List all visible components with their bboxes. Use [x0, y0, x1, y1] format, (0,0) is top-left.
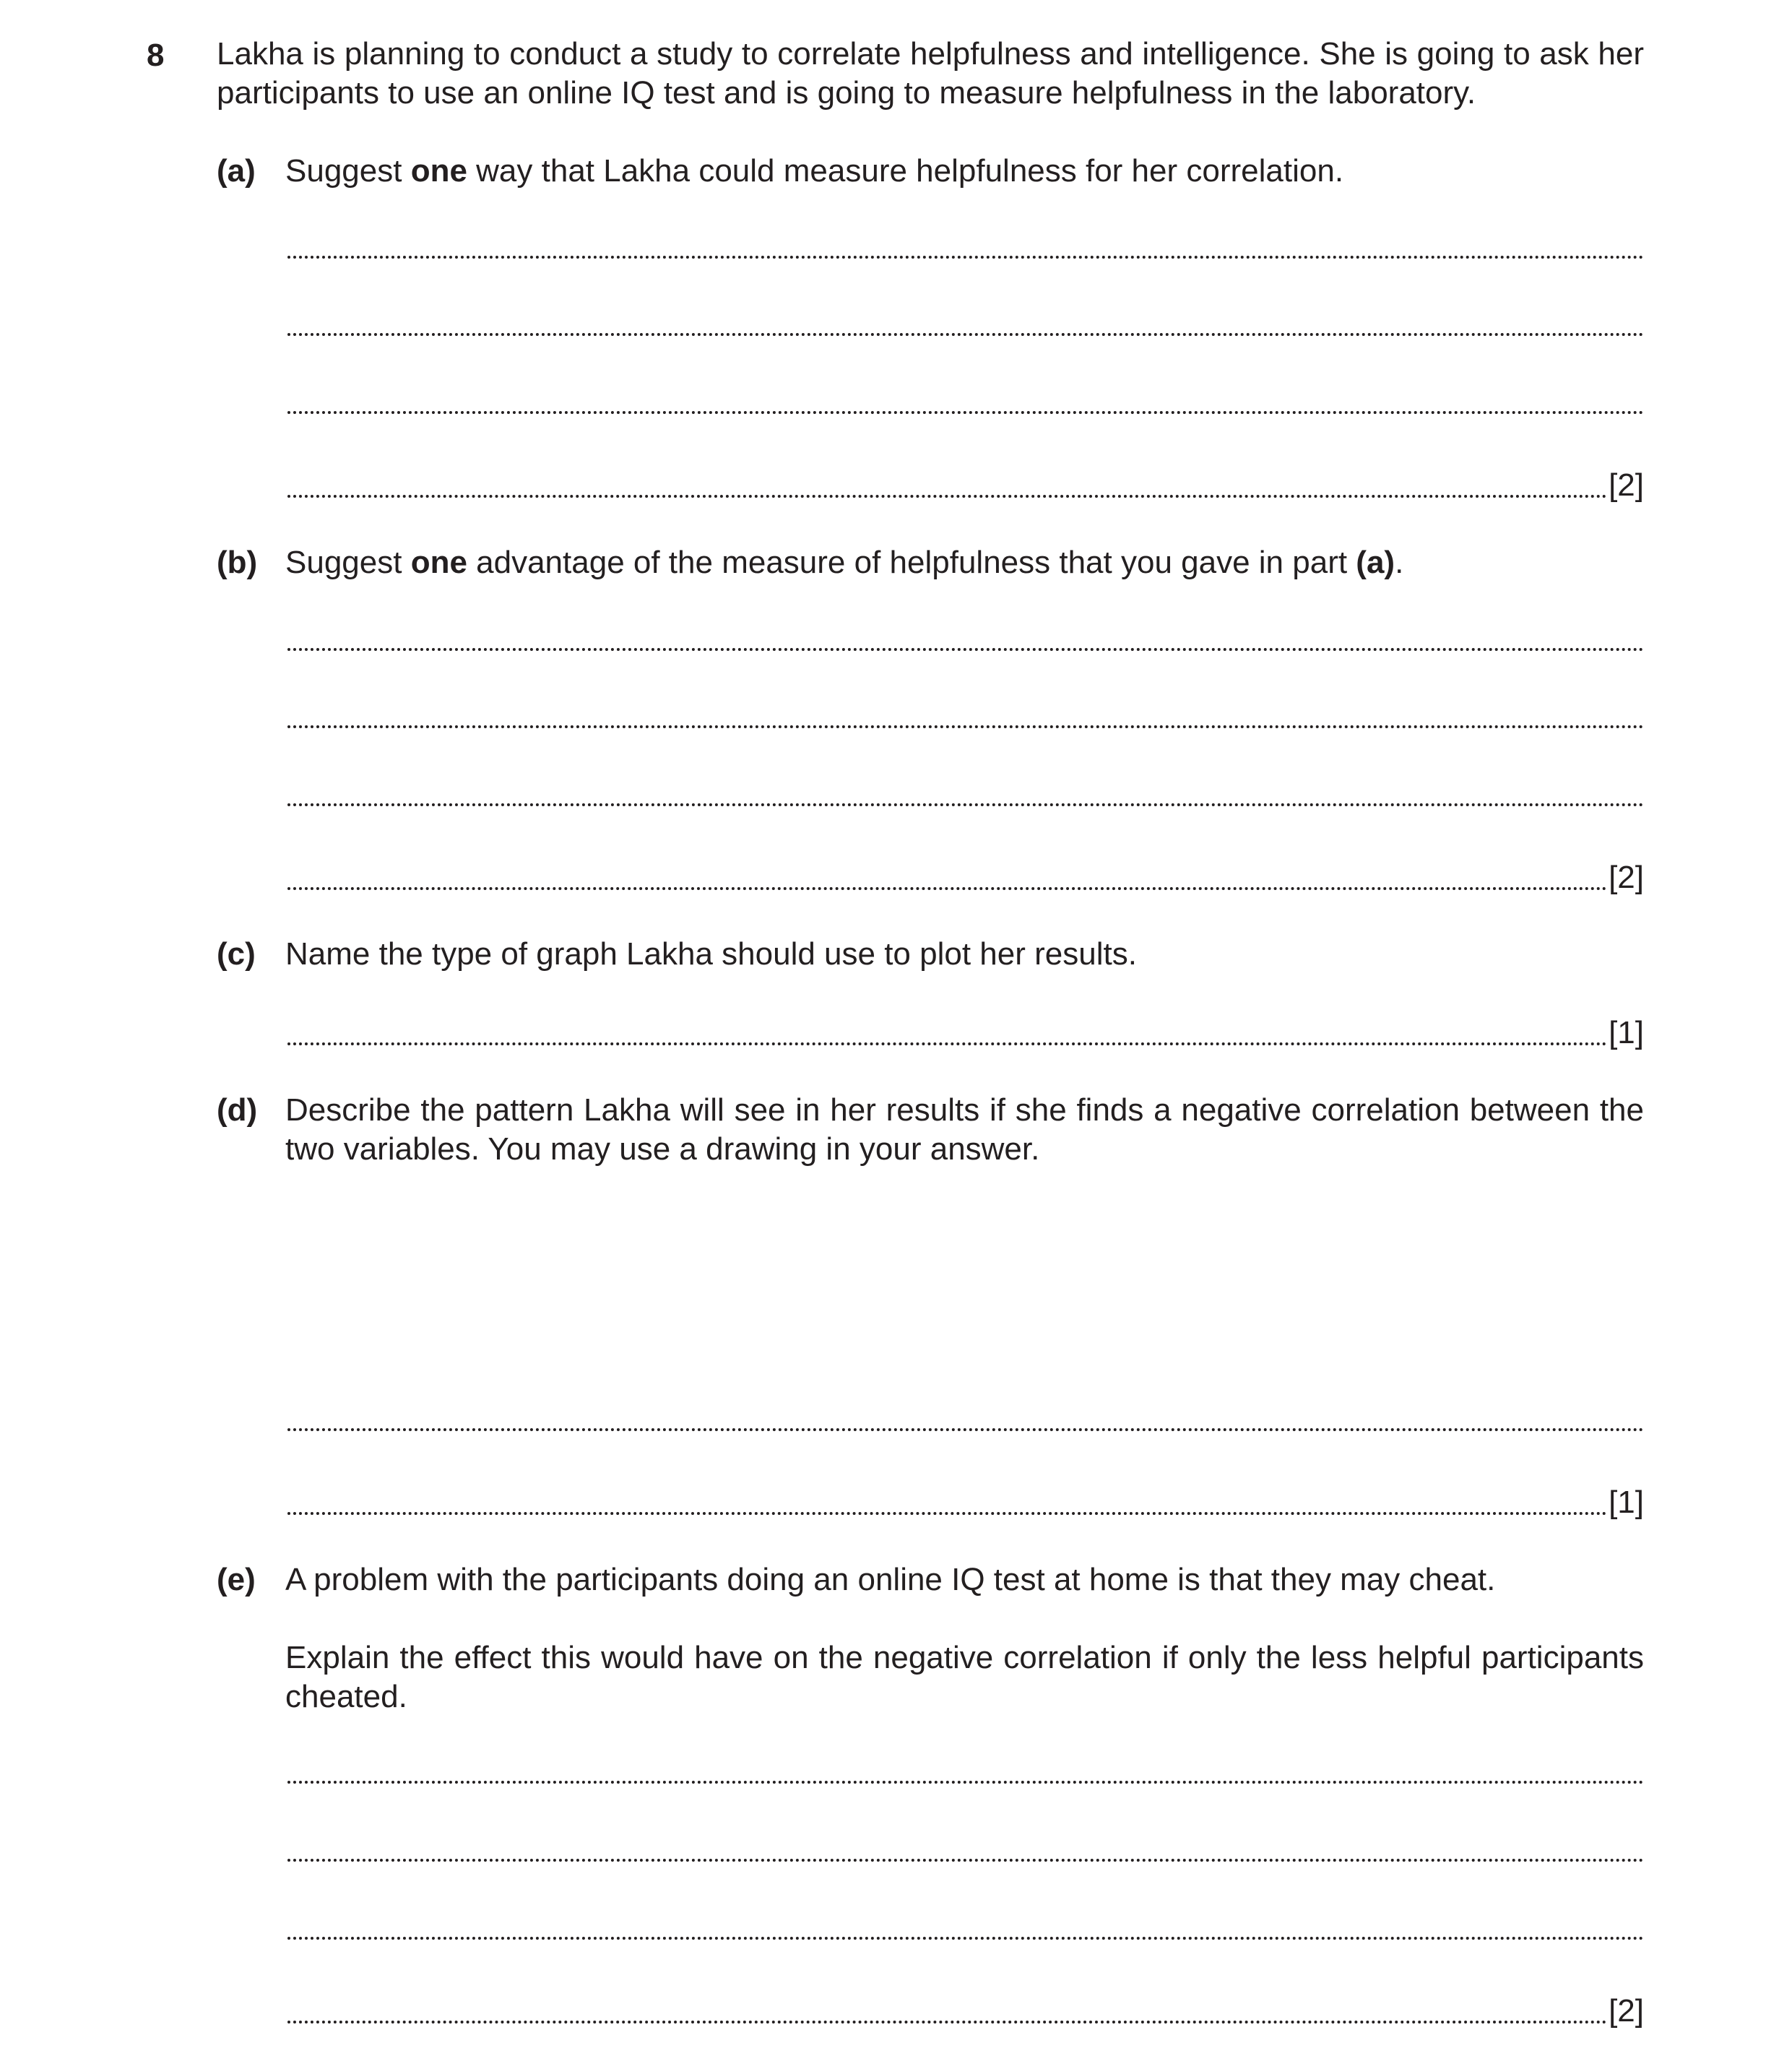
part-c-label: (c) [217, 936, 256, 972]
part-b-prompt: Suggest one advantage of the measure of helpfulness that you gave in part (a). [285, 545, 1404, 580]
answer-line-final[interactable] [287, 858, 1644, 897]
part-e-prompt: A problem with the participants doing an online IQ test at home is that they may cheat. [285, 1562, 1496, 1597]
answer-line-final[interactable] [287, 466, 1644, 505]
part-a-prompt: Suggest one way that Lakha could measure helpfulness for her correlation. [285, 153, 1344, 189]
answer-line[interactable] [287, 1859, 1644, 1862]
answer-line-final[interactable] [287, 1014, 1644, 1053]
answer-line[interactable] [287, 1428, 1644, 1431]
part-e-instruction: Explain the effect this would have on the negative correlation if only the less helpful participants cheated. [285, 1640, 1644, 1714]
part-b-label: (b) [217, 545, 258, 580]
marks-label: [1] [1609, 1485, 1644, 1520]
part-e-label: (e) [217, 1562, 256, 1597]
answer-line[interactable] [287, 411, 1644, 414]
answer-line[interactable] [287, 333, 1644, 336]
part-d-label: (d) [217, 1092, 258, 1128]
answer-line[interactable] [287, 1781, 1644, 1784]
marks-label: [2] [1609, 860, 1644, 895]
part-a-label: (a) [217, 153, 256, 189]
answer-line[interactable] [287, 725, 1644, 728]
marks-label: [2] [1609, 1993, 1644, 2029]
marks-label: [1] [1609, 1015, 1644, 1050]
part-c-prompt: Name the type of graph Lakha should use to plot her results. [285, 936, 1137, 972]
marks-label: [2] [1609, 467, 1644, 503]
answer-line[interactable] [287, 256, 1644, 259]
question-number: 8 [147, 38, 165, 73]
answer-line-final[interactable] [287, 1483, 1644, 1522]
part-d-prompt: Describe the pattern Lakha will see in her results if she finds a negative correlation between the two variables. You may use a drawing in your answer. [285, 1092, 1644, 1167]
answer-line[interactable] [287, 648, 1644, 651]
answer-line-final[interactable] [287, 1992, 1644, 2031]
answer-line[interactable] [287, 1937, 1644, 1940]
question-stem: Lakha is planning to conduct a study to correlate helpfulness and intelligence. She is going to ask her participants to use an online IQ test and is going to measure helpfulness in the laboratory. [217, 36, 1644, 111]
answer-line[interactable] [287, 803, 1644, 806]
